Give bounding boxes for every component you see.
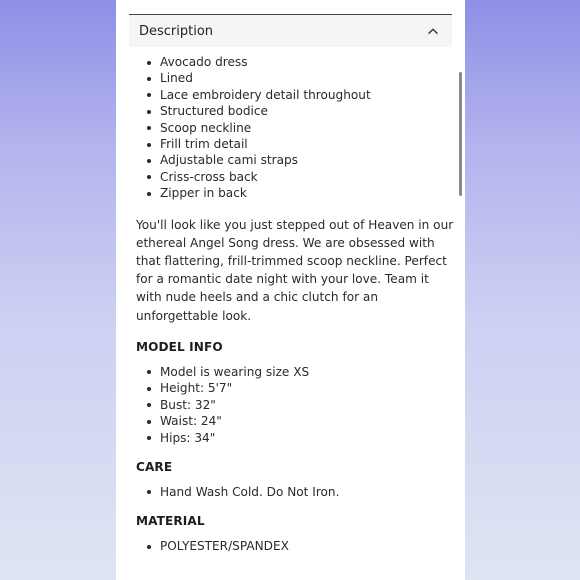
material-list (136, 538, 454, 554)
list-item: Avocado dress (160, 54, 454, 70)
list-item: POLYESTER/SPANDEX (160, 538, 454, 554)
description-title: Description (139, 23, 214, 39)
list-item: Lace embroidery detail throughout (160, 87, 454, 103)
list-item: Model is wearing size XS (160, 364, 454, 380)
list-item: Height: 5'7" (160, 380, 454, 396)
list-item: Hips: 34" (160, 430, 454, 446)
model-info-list (136, 364, 454, 446)
material-heading: MATERIAL (136, 514, 205, 529)
product-blurb: You'll look like you just stepped out of Heaven in our ethereal Angel Song dress. We are obsessed with that flattering, frill-trimmed scoop neckline. Perfect for a romantic date night with your love. Team it with nude heels and a chic clutch for an unforgettable look. (136, 217, 454, 323)
product-details-panel (116, 0, 465, 580)
list-item: Waist: 24" (160, 413, 454, 429)
list-item: Structured bodice (160, 103, 454, 119)
list-item: Zipper in back (160, 185, 454, 201)
list-item: Frill trim detail (160, 136, 454, 152)
list-item: Adjustable cami straps (160, 152, 454, 168)
model-info-heading: MODEL INFO (136, 339, 223, 354)
feature-list (136, 54, 454, 202)
list-item: Hand Wash Cold. Do Not Iron. (160, 484, 454, 500)
care-heading: CARE (136, 459, 173, 474)
description-content (136, 54, 454, 555)
care-list (136, 484, 454, 500)
list-item: Criss-cross back (160, 169, 454, 185)
list-item: Scoop neckline (160, 120, 454, 136)
description-accordion-header[interactable] (129, 15, 452, 47)
list-item: Lined (160, 70, 454, 86)
chevron-up-icon[interactable] (426, 24, 440, 38)
scrollbar-thumb[interactable] (459, 72, 462, 196)
list-item: Bust: 32" (160, 397, 454, 413)
